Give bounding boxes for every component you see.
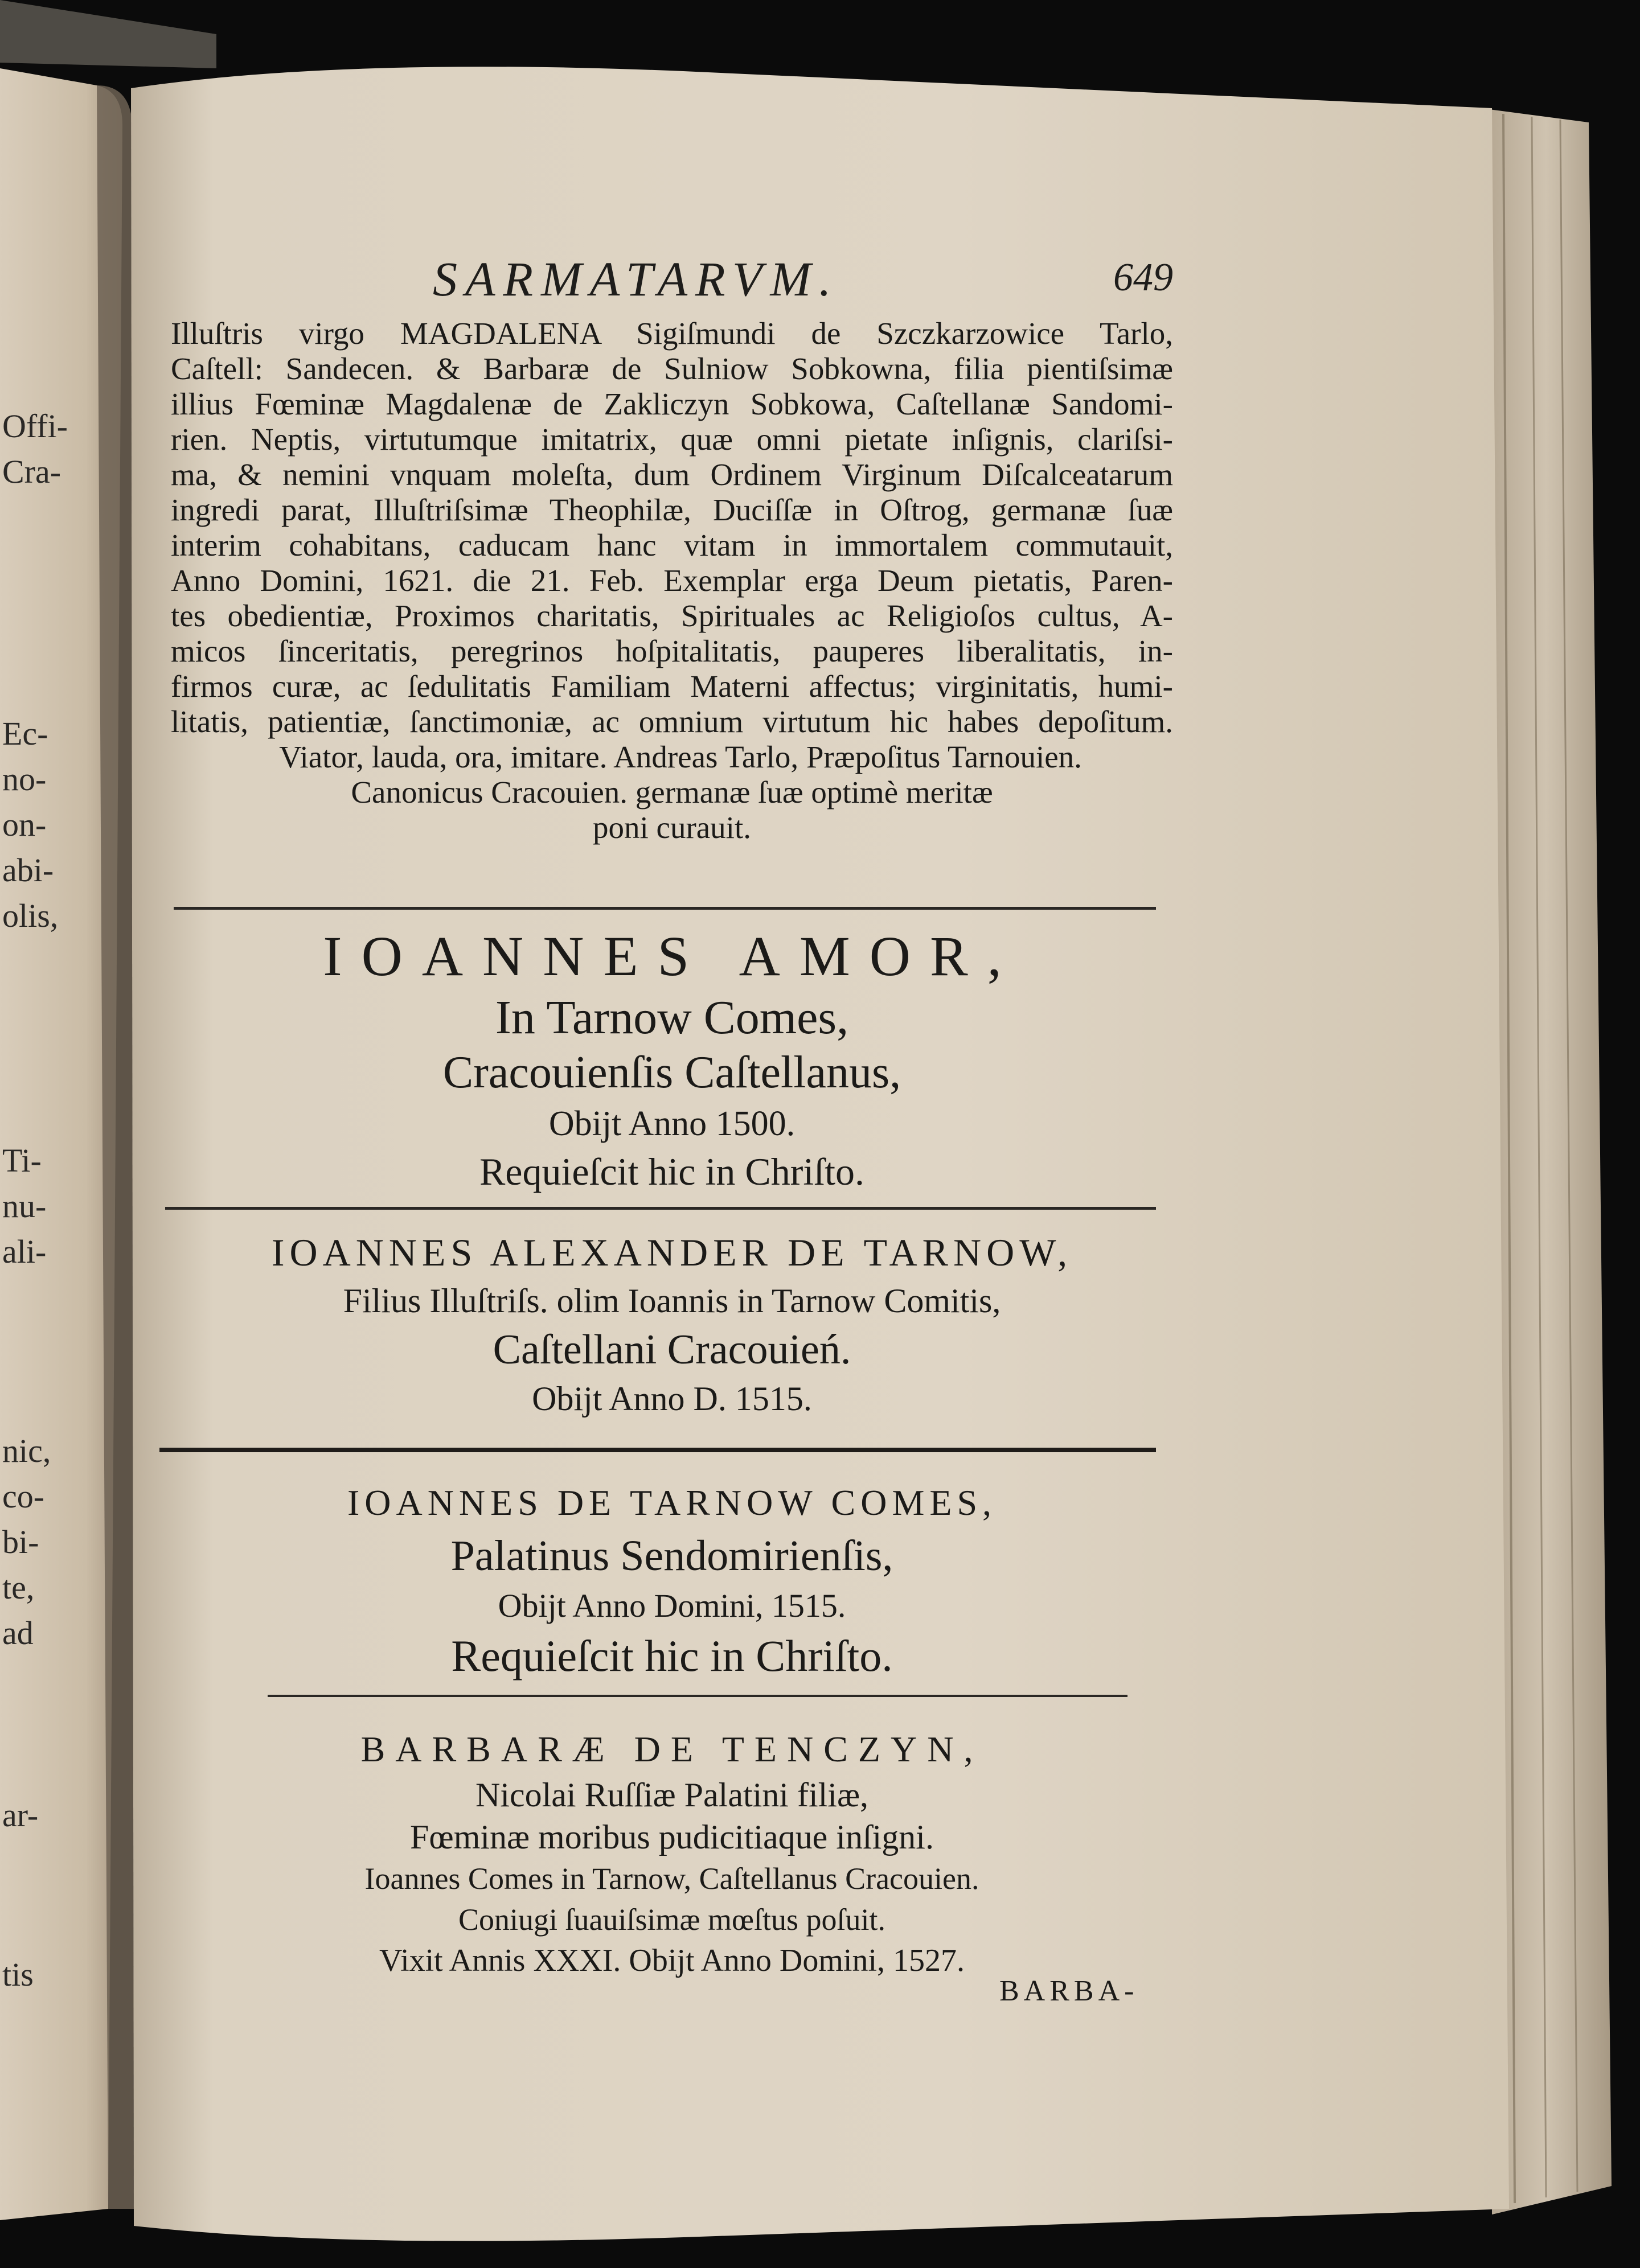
epitaph-line: Cracouienſis Caſtellanus, bbox=[442, 1047, 901, 1098]
epitaph-ioannes-alexander bbox=[171, 1227, 1173, 1421]
epitaph-line: Filius Illuſtriſs. olim Ioannis in Tarnow Comitis, bbox=[343, 1282, 1001, 1320]
epitaph-line: Coniugi ſuauiſsimæ mœſtus poſuit. bbox=[458, 1903, 886, 1937]
left-page-fragment: ar- bbox=[2, 1797, 39, 1834]
epitaph-line: Requieſcit hic in Chriſto. bbox=[451, 1631, 893, 1681]
text-line: ma, & nemini vnquam moleſta, dum Ordinem Virginum Diſcalceatarum bbox=[171, 457, 1173, 492]
left-page-fragment: Offi- bbox=[2, 408, 68, 445]
left-page-fragment: tis bbox=[2, 1956, 34, 1993]
epitaph-line: Vixit Annis XXXI. Obijt Anno Domini, 1527. bbox=[379, 1943, 965, 1978]
left-page-fragment: ad bbox=[2, 1614, 34, 1651]
text-line: illius Fœminæ Magdalenæ de Zakliczyn Sobkowa, Caſtellanæ Sandomi- bbox=[171, 387, 1173, 421]
text-line: Canonicus Cracouien. germanæ ſuæ optimè meritæ bbox=[351, 775, 993, 810]
catchword: BARBA- bbox=[999, 1975, 1139, 2007]
epitaph-name: IOANNES ALEXANDER DE TARNOW, bbox=[271, 1231, 1073, 1274]
epitaph-line: Nicolai Ruſſiæ Palatini filiæ, bbox=[475, 1776, 868, 1814]
text-line: tes obedientiæ, Proximos charitatis, Spirituales ac Religioſos cultus, A- bbox=[171, 598, 1173, 633]
text-line: Illuſtris virgo MAGDALENA Sigiſmundi de Szczkarzowice Tarlo, bbox=[171, 316, 1173, 351]
epitaph-line: Obijt Anno 1500. bbox=[548, 1104, 796, 1143]
text-line: poni curauit. bbox=[593, 810, 751, 845]
left-page-fragment: on- bbox=[2, 806, 47, 843]
text-line: micos ſinceritatis, peregrinos hoſpitalitatis, pauperes liberalitatis, in- bbox=[171, 634, 1173, 668]
epitaph-name: IOANNES DE TARNOW COMES, bbox=[347, 1482, 997, 1523]
epitaph-barbarae bbox=[171, 1725, 1173, 1981]
left-page-fragment: ali- bbox=[2, 1233, 47, 1270]
left-page-fragment: co- bbox=[2, 1478, 45, 1515]
epitaph-name: BARBARÆ DE TENCZYN, bbox=[360, 1729, 983, 1769]
epitaph-magdalena bbox=[171, 316, 1173, 845]
text-line: firmos curæ, ac ſedulitatis Familiam Materni affectus; virginitatis, humi- bbox=[171, 669, 1173, 704]
epitaph-line: Obijt Anno Domini, 1515. bbox=[498, 1587, 846, 1624]
left-page-margin bbox=[0, 0, 108, 2268]
epitaph-line: Ioannes Comes in Tarnow, Caſtellanus Cracouien. bbox=[364, 1862, 979, 1896]
page-number: 649 bbox=[1113, 256, 1173, 299]
left-page-fragment: Cra- bbox=[2, 453, 62, 490]
epitaph-ioannes-amor bbox=[171, 922, 1173, 1195]
left-page-fragment: Ec- bbox=[2, 715, 48, 752]
epitaph-line: Palatinus Sendomirienſis, bbox=[450, 1532, 893, 1580]
page-header bbox=[433, 250, 1173, 313]
left-page-fragment: bi- bbox=[2, 1523, 39, 1560]
epitaph-line: Caſtellani Cracouień. bbox=[493, 1326, 851, 1373]
left-page-fragment: abi- bbox=[2, 852, 54, 889]
epitaph-line: Fœminæ moribus pudicitiaque inſigni. bbox=[410, 1818, 934, 1856]
left-page-fragment: Ti- bbox=[2, 1142, 42, 1179]
left-page-fragment: nic, bbox=[2, 1432, 51, 1469]
text-line: Anno Domini, 1621. die 21. Feb. Exemplar erga Deum pietatis, Paren- bbox=[171, 563, 1173, 598]
text-line: interim cohabitans, caducam hanc vitam in immortalem commutauit, bbox=[171, 528, 1173, 562]
epitaph-line: Obijt Anno D. 1515. bbox=[532, 1380, 812, 1418]
running-title: SARMATARVM. bbox=[433, 252, 839, 306]
left-page-fragment: te, bbox=[2, 1569, 35, 1606]
epitaph-name: IOANNES AMOR, bbox=[323, 925, 1021, 988]
text-line: rien. Neptis, virtutumque imitatrix, quæ omni pietate inſignis, clariſsi- bbox=[171, 422, 1173, 457]
left-page-fragment: nu- bbox=[2, 1188, 47, 1225]
text-line: Caſtell: Sandecen. & Barbaræ de Sulniow Sobkowna, filia pientiſsimæ bbox=[171, 351, 1173, 386]
epitaph-line: Requieſcit hic in Chriſto. bbox=[479, 1150, 865, 1193]
epitaph-line: In Tarnow Comes, bbox=[495, 991, 849, 1044]
epitaph-ioannes-de-tarnow bbox=[171, 1477, 1173, 1683]
text-line: Viator, lauda, ora, imitare. Andreas Tarlo, Præpoſitus Tarnouien. bbox=[279, 739, 1082, 774]
text-line: ingredi parat, Illuſtriſsimæ Theophilæ, Duciſſæ in Oſtrog, germanæ ſuæ bbox=[171, 492, 1173, 527]
left-page-fragment: no- bbox=[2, 761, 47, 798]
text-line: litatis, patientiæ, ſanctimoniæ, ac omnium virtutum hic habes depoſitum. bbox=[171, 704, 1173, 739]
left-page-fragment: olis, bbox=[2, 897, 59, 934]
